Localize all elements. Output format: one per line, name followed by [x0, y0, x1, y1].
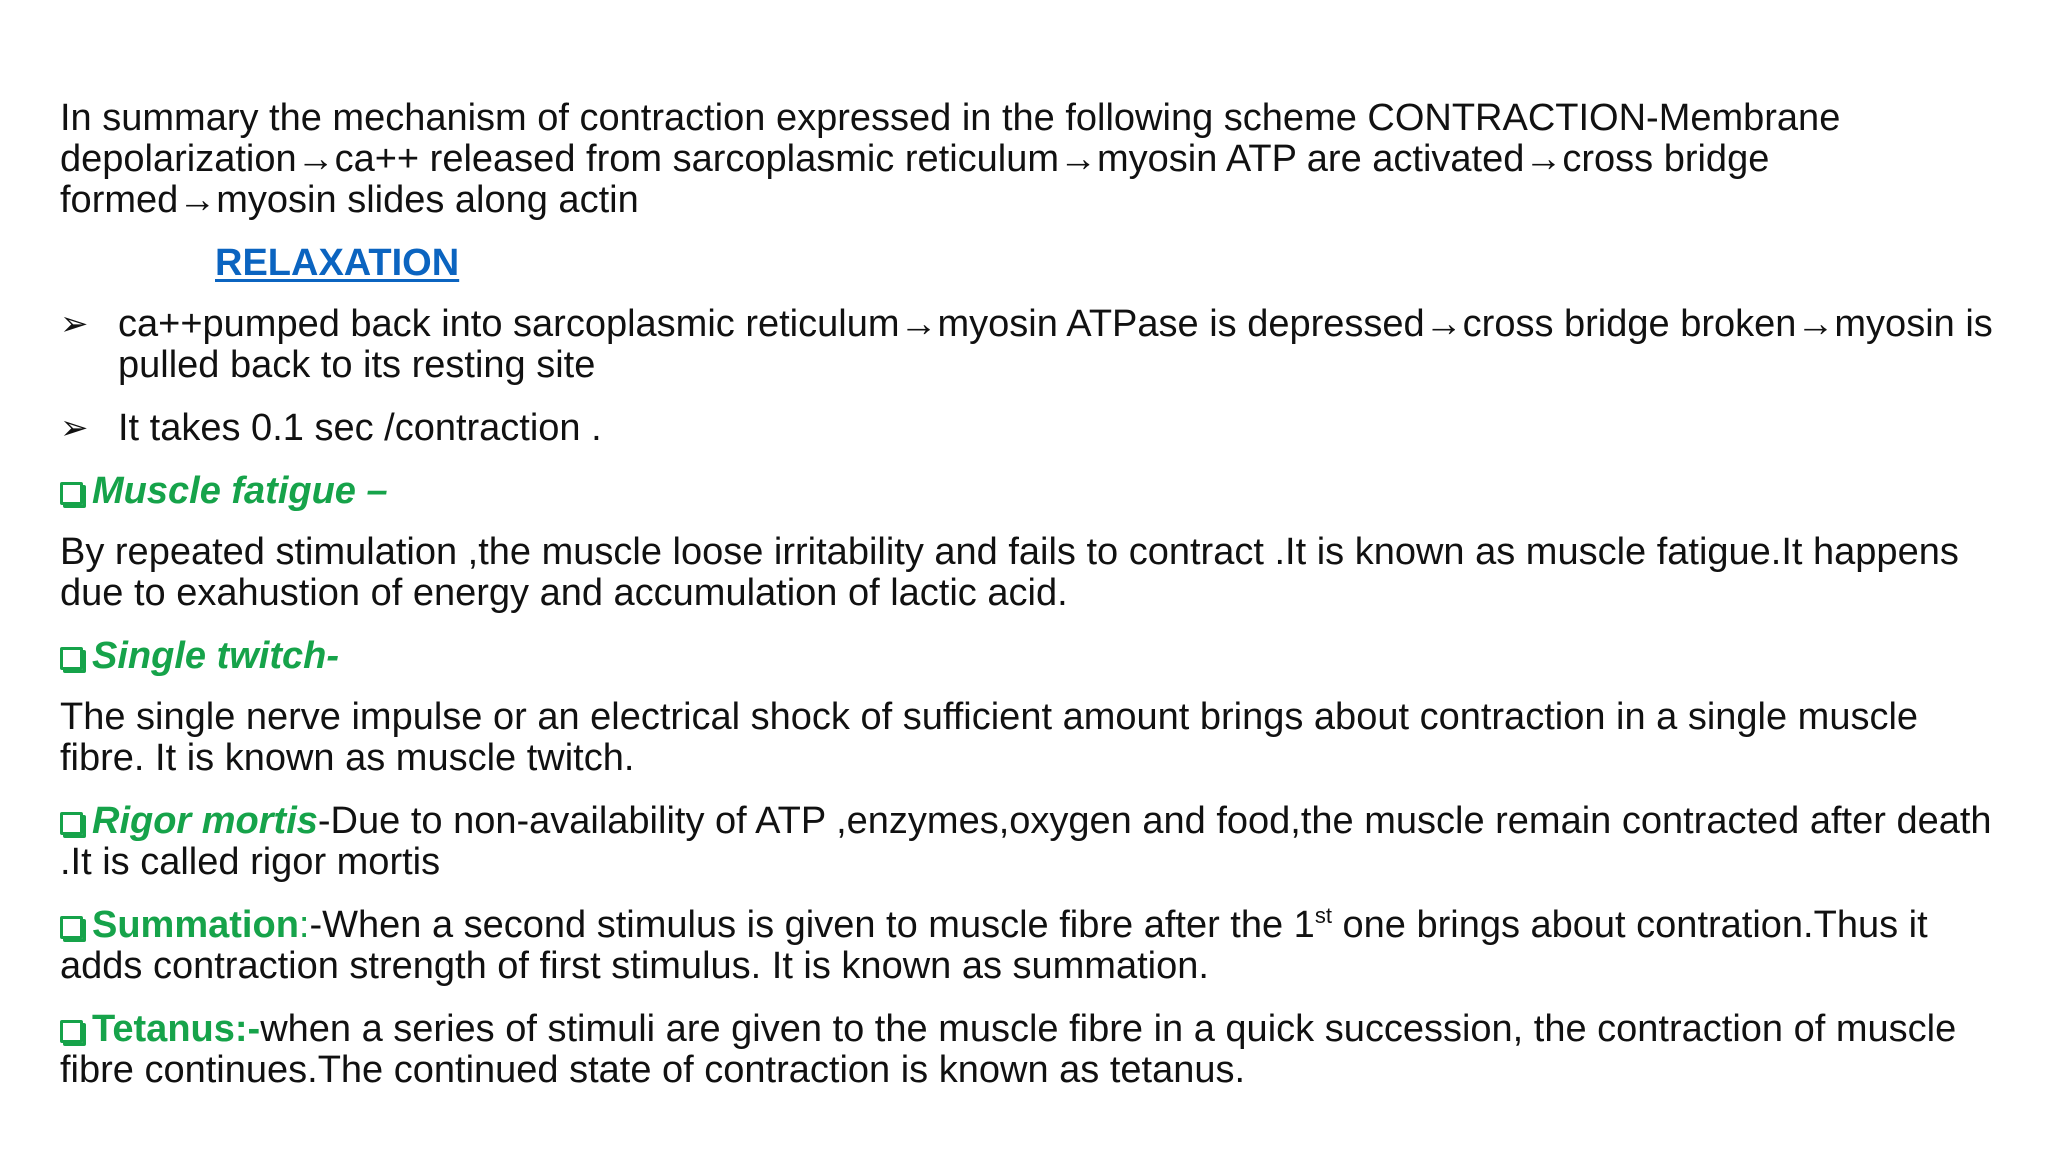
relaxation-bullet-text: ca++pumped back into sarcoplasmic reticulum→myosin ATPase is depressed→cross bridge broken→myosin is pulled back to its resting site: [118, 303, 1993, 386]
summation-superscript: st: [1314, 903, 1332, 928]
relaxation-bullet-2: [60, 408, 2010, 449]
relaxation-heading: RELAXATION: [215, 242, 460, 284]
summation-text-after: one brings about contration.Thus it adds contraction strength of first stimulus. It is known as summation.: [60, 904, 1928, 987]
hollow-square-bullet-icon: [60, 812, 83, 835]
twitch-title: Single twitch-: [92, 635, 339, 677]
tetanus-title: Tetanus:-: [92, 1008, 261, 1050]
hollow-square-bullet-icon: [60, 1020, 83, 1043]
arrow-bullet-icon: ➢: [60, 305, 89, 343]
relaxation-bullet-1: [60, 304, 2010, 386]
rigor-title: Rigor mortis: [92, 800, 318, 842]
summation-title: Summation: [92, 904, 299, 946]
hollow-square-bullet-icon: [60, 647, 83, 670]
twitch-title-line: [60, 636, 2010, 677]
twitch-paragraph: The single nerve impulse or an electrical shock of sufficient amount brings about contraction in a single muscle fibre. It is known as muscle twitch.: [60, 696, 1919, 779]
summation-text-before: -When a second stimulus is given to muscle fibre after the 1: [309, 904, 1315, 946]
arrow-bullet-icon: ➢: [60, 409, 89, 447]
summation-paragraph: [60, 905, 2010, 987]
tetanus-text: when a series of stimuli are given to the muscle fibre in a quick succession, the contraction of muscle fibre continues.The continued state of contraction is known as tetanus.: [60, 1008, 1957, 1091]
summary-paragraph: In summary the mechanism of contraction expressed in the following scheme CONTRACTION-Membrane depolarization→ca++ released from sarcoplasmic reticulum→myosin ATP are activated→cross bridge formed→myosin slides along actin: [60, 97, 1841, 221]
fatigue-title: Muscle fatigue –: [92, 470, 388, 512]
rigor-text: -Due to non-availability of ATP ,enzymes,oxygen and food,the muscle remain contracted after death .It is called rigor mortis: [60, 800, 1992, 883]
relaxation-bullet-text: It takes 0.1 sec /contraction .: [118, 407, 602, 449]
tetanus-paragraph: [60, 1009, 2010, 1091]
slide-content: [60, 98, 2010, 1113]
hollow-square-bullet-icon: [60, 482, 83, 505]
fatigue-paragraph: By repeated stimulation ,the muscle loose irritability and fails to contract .It is known as muscle fatigue.It happens due to exahustion of energy and accumulation of lactic acid.: [60, 531, 1959, 614]
hollow-square-bullet-icon: [60, 916, 83, 939]
summation-separator: :: [298, 904, 310, 946]
fatigue-title-line: [60, 471, 2010, 512]
rigor-paragraph: [60, 801, 2010, 883]
